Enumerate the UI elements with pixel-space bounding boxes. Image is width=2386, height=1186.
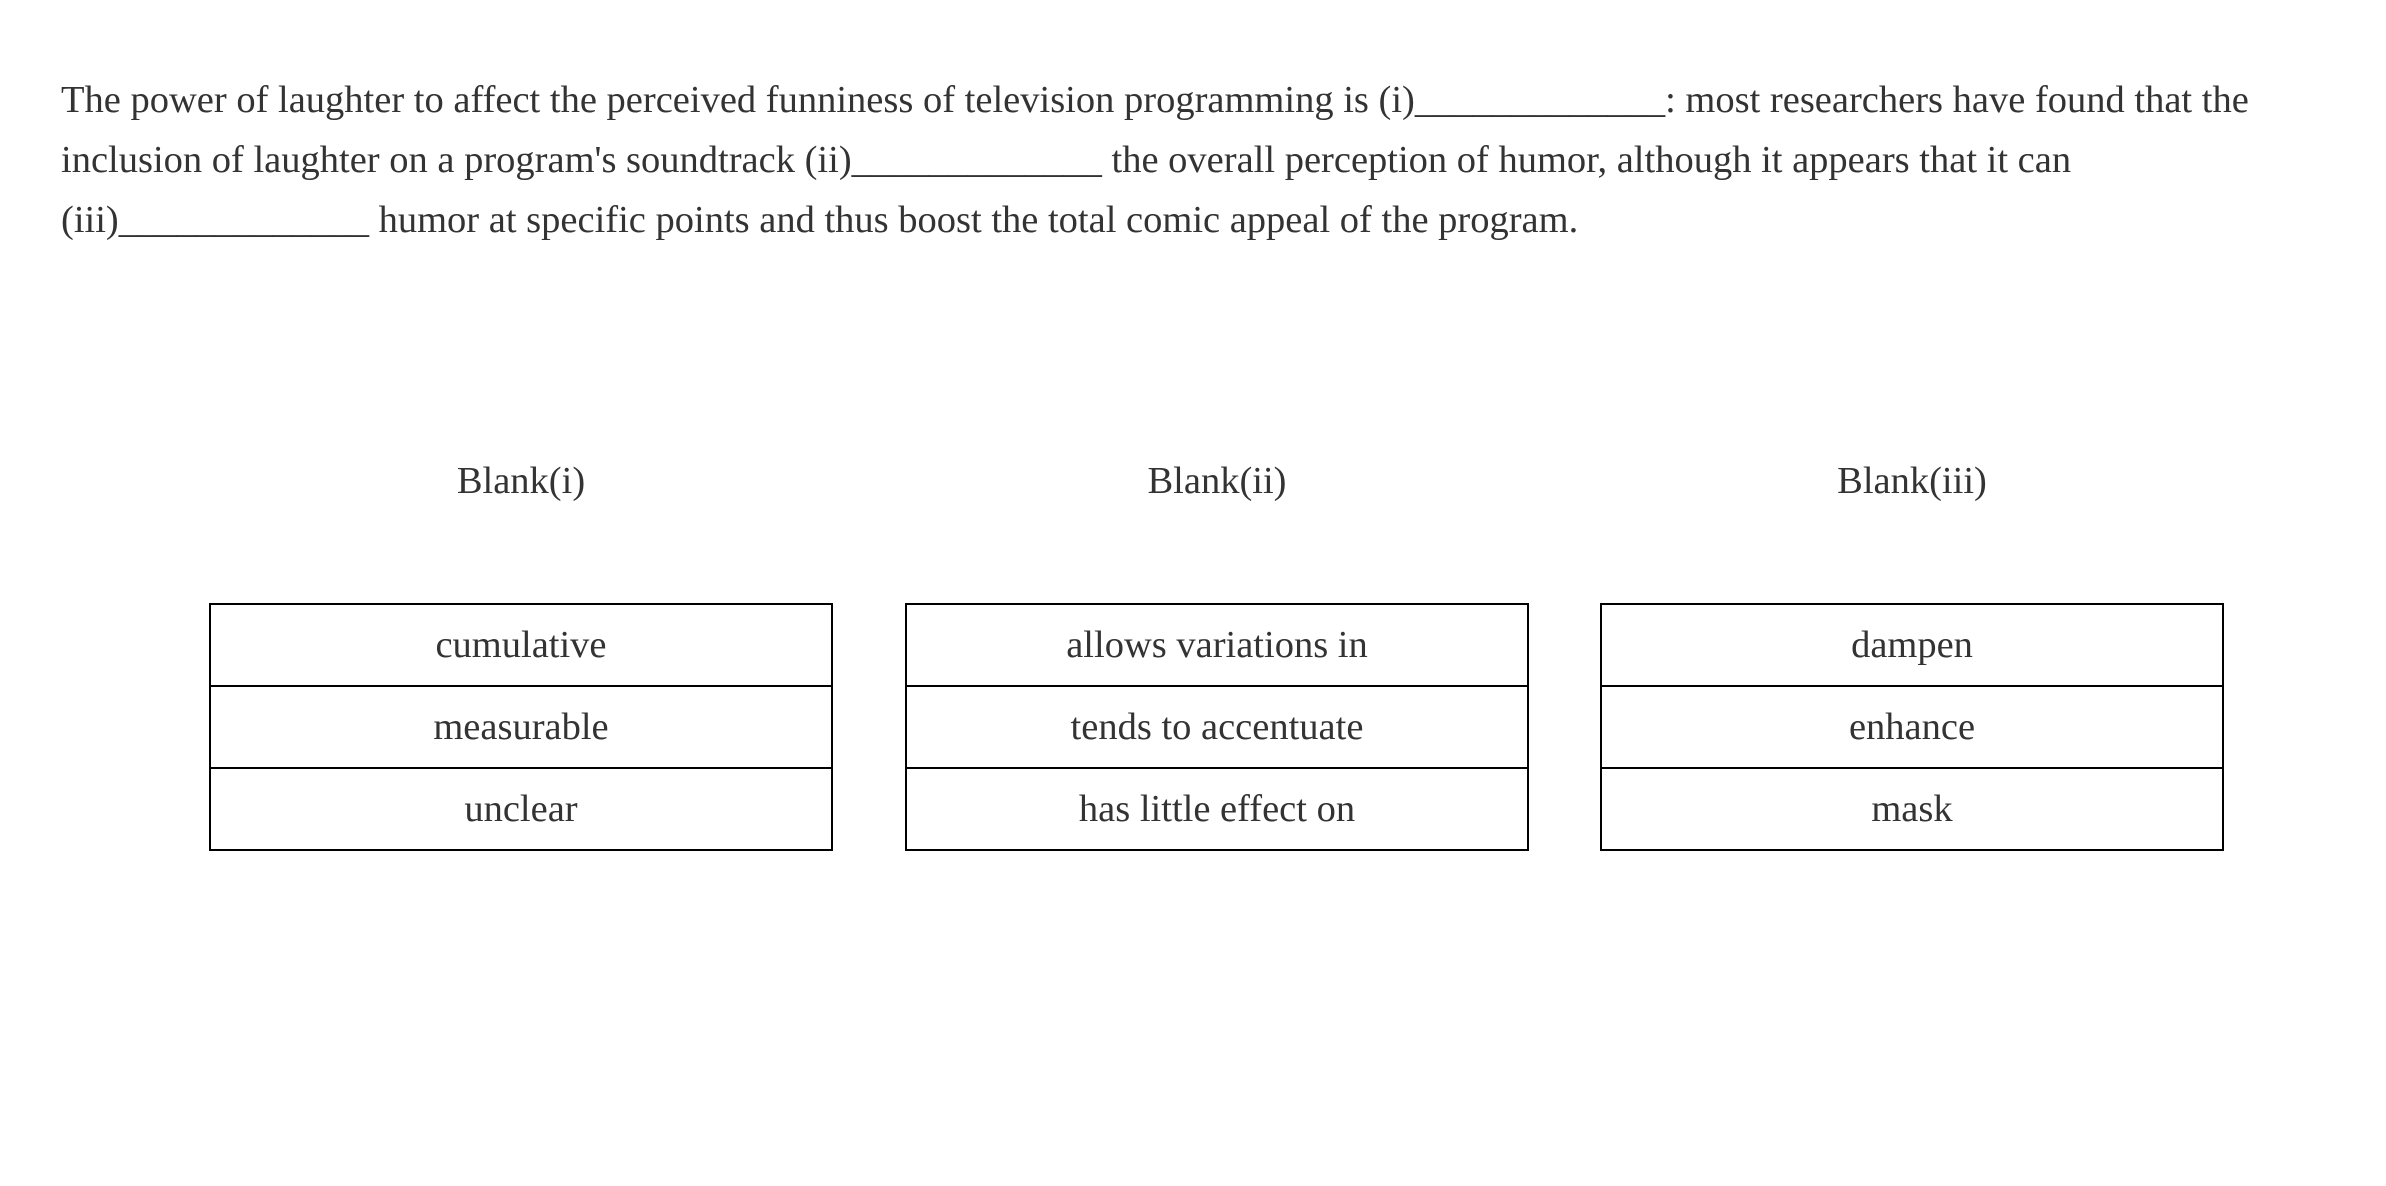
blank-iii-options	[1600, 603, 2224, 851]
blank-i-column	[209, 450, 833, 851]
option-dampen[interactable]: dampen	[1851, 624, 1973, 666]
option-mask[interactable]: mask	[1602, 767, 2222, 849]
option-unclear[interactable]: unclear	[211, 767, 831, 849]
option-has-little-effect-on[interactable]: has little effect on	[907, 767, 1527, 849]
blank-i-label: Blank(i)	[456, 460, 586, 502]
blank-iii-column	[1600, 450, 2224, 851]
option-cumulative[interactable]: cumulative	[435, 624, 607, 666]
option-measurable[interactable]: measurable	[211, 685, 831, 767]
blank-ii-label: Blank(ii)	[1147, 460, 1287, 502]
blank-ii-column	[905, 450, 1529, 851]
option-allows-variations-in[interactable]: allows variations in	[1066, 624, 1368, 666]
blank-iii-label: Blank(iii)	[1837, 460, 1987, 502]
option-enhance[interactable]: enhance	[1602, 685, 2222, 767]
blank-i-options	[209, 603, 833, 851]
question-text: The power of laughter to affect the perceived funniness of television programming is (i)_____________: most researchers have found that the inclusion of laughter on a program's soundtrack (ii)_____________ the overall perception of humor, although it appears that it can (iii)_____________ humor at specific points and thus boost the total comic appeal of the program.	[61, 79, 2249, 241]
blank-ii-options	[905, 603, 1529, 851]
option-tends-to-accentuate[interactable]: tends to accentuate	[907, 685, 1527, 767]
